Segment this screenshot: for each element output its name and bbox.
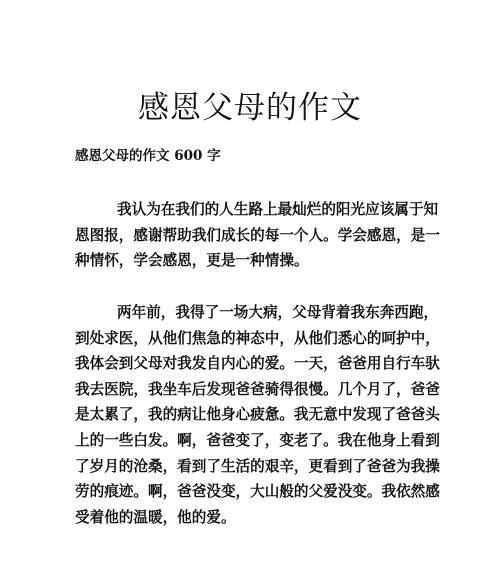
paragraph-line: 了岁月的沧桑，看到了生活的艰辛，更看到了爸爸为我操 [75, 457, 440, 475]
paragraph-line: 劳的痕迹。啊，爸爸没变，大山般的父爱没变。我依然感 [75, 483, 440, 501]
document-subtitle: 感恩父母的作文 600 字 [75, 148, 221, 164]
paragraph-line: 受着他的温暖，他的爱。 [75, 508, 236, 526]
document-title: 感恩父母的作文 [138, 90, 362, 126]
paragraph-line: 我去医院，我坐车后发现爸爸骑得很慢。几个月了，爸爸 [75, 380, 440, 398]
paragraph-line: 到处求医，从他们焦急的神态中，从他们悉心的呵护中， [75, 329, 440, 347]
paragraph-line: 我体会到父母对我发自内心的爱。一天，爸爸用自行车驮 [75, 355, 440, 373]
paragraph-line: 两年前，我得了一场大病，父母背着我东奔西跑， [117, 304, 439, 321]
paragraph-1 [75, 197, 440, 274]
paragraph-line: 种情怀，学会感恩，更是一种情操。 [75, 252, 309, 270]
paragraph-line: 是太累了，我的病让他身心疲惫。我无意中发现了爸爸头 [75, 406, 440, 424]
paragraph-line: 我认为在我们的人生路上最灿烂的阳光应该属于知 [117, 201, 439, 218]
paragraph-line: 上的一些白发。啊，爸爸变了，变老了。我在他身上看到 [75, 431, 440, 449]
paragraph-2 [75, 300, 440, 530]
paragraph-line: 恩图报，感谢帮助我们成长的每一个人。学会感恩，是一 [75, 226, 440, 244]
